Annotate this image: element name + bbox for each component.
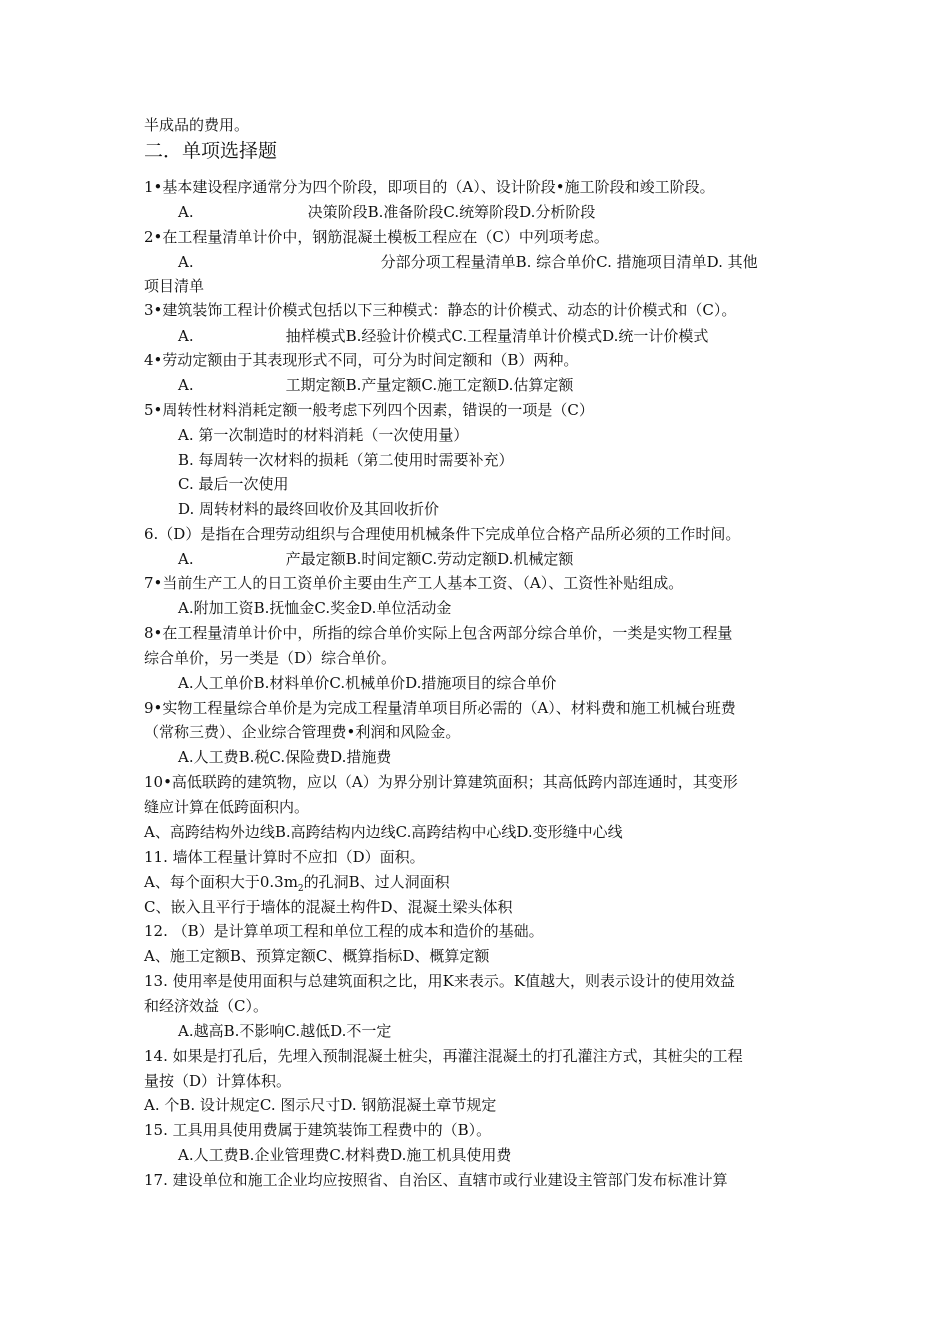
options-text: 抽样模式B.经验计价模式C.工程量清单计价模式D.统一计价模式	[285, 327, 709, 345]
question-14-continued: 量按（D）计算体积。	[144, 1072, 292, 1090]
question-12: 12. （B）是计算单项工程和单位工程的成本和造价的基础。	[144, 922, 544, 940]
section-heading: 二．单项选择题	[144, 140, 278, 162]
options-6	[178, 550, 573, 568]
question-14: 14. 如果是打孔后，先埋入预制混凝土桩尖，再灌注混凝土的打孔灌注方式，其桩尖的工程	[144, 1047, 743, 1065]
question-8-continued: 综合单价，另一类是（D）综合单价。	[144, 649, 397, 667]
question-2: 2•在工程量清单计价中，钢筋混凝土模板工程应在（C）中列项考虑。	[144, 228, 609, 246]
options-8: A.人工单价B.材料单价C.机械单价D.措施项目的综合单价	[178, 674, 557, 692]
option-text: 的孔洞B、过人洞面积	[303, 873, 450, 891]
question-13-continued: 和经济效益（C）。	[144, 997, 268, 1015]
question-15: 15. 工具用具使用费属于建筑装饰工程费中的（B）。	[144, 1121, 492, 1139]
options-7: A.附加工资B.抚恤金C.奖金D.单位活动金	[178, 599, 452, 617]
options-15: A.人工费B.企业管理费C.材料费D.施工机具使用费	[178, 1146, 512, 1164]
question-1: 1•基本建设程序通常分为四个阶段，即项目的（A）、设计阶段•施工阶段和竣工阶段。	[144, 178, 715, 196]
option-label: A.	[178, 203, 194, 221]
question-11: 11. 墙体工程量计算时不应扣（D）面积。	[144, 848, 425, 866]
question-9-continued: （常称三费）、企业综合管理费•利润和风险金。	[144, 723, 461, 741]
question-10-continued: 缝应计算在低跨面积内。	[144, 798, 310, 816]
option-line: C. 最后一次使用	[178, 475, 289, 493]
options-10: A、高跨结构外边线B.高跨结构内边线C.高跨结构中心线D.变形缝中心线	[144, 823, 623, 841]
option-label: A.	[178, 376, 194, 394]
question-4: 4•劳动定额由于其表现形式不同，可分为时间定额和（B）两种。	[144, 351, 579, 369]
options-text: 分部分项工程量清单B. 综合单价C. 措施项目清单D. 其他	[380, 253, 758, 271]
question-9: 9•实物工程量综合单价是为完成工程量清单项目所必需的（A）、材料费和施工机械台班费	[144, 699, 736, 717]
options-text: 决策阶段B.准备阶段C.统筹阶段D.分析阶段	[307, 203, 596, 221]
question-17: 17. 建设单位和施工企业均应按照省、自治区、直辖市或行业建设主管部门发布标准计算	[144, 1171, 728, 1189]
options-12: A、施工定额B、预算定额C、概算指标D、概算定额	[144, 947, 490, 965]
options-11-a	[144, 873, 450, 898]
options-13: A.越高B.不影响C.越低D.不一定	[178, 1022, 392, 1040]
options-text: 工期定额B.产量定额C.施工定额D.估算定额	[285, 376, 574, 394]
question-5: 5•周转性材料消耗定额一般考虑下列四个因素，错误的一项是（C）	[144, 401, 594, 419]
option-label: A.	[178, 550, 194, 568]
superscript-two: 2	[297, 884, 304, 894]
question-3: 3•建筑装饰工程计价模式包括以下三种模式：静态的计价模式、动态的计价模式和（C）。	[144, 301, 737, 319]
question-13: 13. 使用率是使用面积与总建筑面积之比，用K来表示。K值越大，则表示设计的使用效益	[144, 972, 736, 990]
option-text: A、每个面积大于0.3m	[144, 873, 298, 891]
option-line: B. 每周转一次材料的损耗（第二使用时需要补充）	[178, 451, 514, 469]
option-line: D. 周转材料的最终回收价及其回收折价	[178, 500, 440, 518]
options-4	[178, 376, 573, 394]
text-line: 半成品的费用。	[144, 116, 250, 134]
question-6: 6.（D）是指在合理劳动组织与合理使用机械条件下完成单位合格产品所必须的工作时间。	[144, 525, 741, 543]
question-10: 10•高低联跨的建筑物，应以（A）为界分别计算建筑面积；其高低跨内部连通时，其变形	[144, 773, 738, 791]
options-14: A. 个B. 设计规定C. 图示尺寸D. 钢筋混凝土章节规定	[144, 1096, 497, 1114]
question-7: 7•当前生产工人的日工资单价主要由生产工人基本工资、（A）、工资性补贴组成。	[144, 574, 684, 592]
options-11-b: C、嵌入且平行于墙体的混凝土构件D、混凝土梁头体积	[144, 898, 513, 916]
option-label: A.	[178, 327, 194, 345]
options-2	[178, 253, 758, 271]
options-2-continued: 项目清单	[144, 277, 205, 295]
options-text: 产最定额B.时间定额C.劳动定额D.机械定额	[285, 550, 574, 568]
options-3	[178, 327, 708, 345]
question-8: 8•在工程量清单计价中，所指的综合单价实际上包含两部分综合单价，一类是实物工程量	[144, 624, 733, 642]
option-line: A. 第一次制造时的材料消耗（一次使用量）	[178, 426, 469, 444]
option-label: A.	[178, 253, 194, 271]
options-1	[178, 203, 595, 221]
options-9: A.人工费B.税C.保险费D.措施费	[178, 748, 392, 766]
